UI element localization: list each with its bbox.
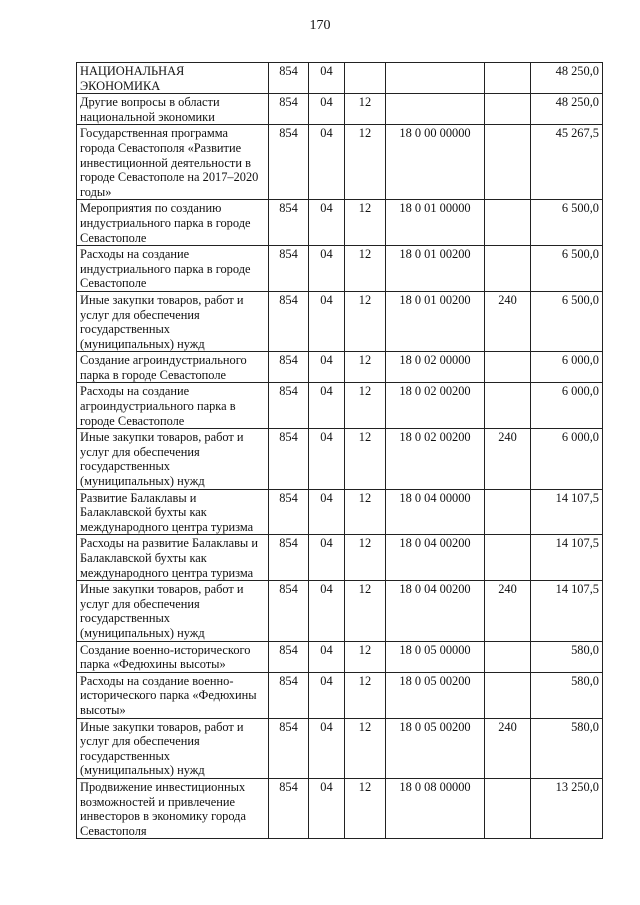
table-row (77, 535, 603, 581)
subsection-code-cell: 12 (345, 581, 386, 641)
expense-type-cell (485, 535, 531, 581)
amount-cell: 48 250,0 (531, 94, 603, 125)
amount-cell: 6 500,0 (531, 200, 603, 246)
amount-cell: 580,0 (531, 718, 603, 778)
target-article-cell: 18 0 05 00200 (386, 718, 485, 778)
amount-cell: 6 000,0 (531, 429, 603, 489)
amount-cell: 13 250,0 (531, 778, 603, 838)
target-article-cell: 18 0 02 00200 (386, 383, 485, 429)
amount-cell: 14 107,5 (531, 489, 603, 535)
expense-type-cell: 240 (485, 581, 531, 641)
expense-type-cell (485, 641, 531, 672)
subsection-code-cell: 12 (345, 352, 386, 383)
expense-type-cell: 240 (485, 291, 531, 351)
section-code-cell: 04 (309, 718, 345, 778)
budget-table (76, 62, 603, 839)
expense-type-cell (485, 200, 531, 246)
section-code-cell: 04 (309, 94, 345, 125)
subsection-code-cell: 12 (345, 672, 386, 718)
budget-table-body (77, 63, 603, 839)
admin-code-cell: 854 (269, 429, 309, 489)
target-article-cell: 18 0 04 00200 (386, 581, 485, 641)
target-article-cell: 18 0 08 00000 (386, 778, 485, 838)
expense-type-cell (485, 383, 531, 429)
subsection-code-cell: 12 (345, 246, 386, 292)
section-code-cell: 04 (309, 641, 345, 672)
table-row (77, 352, 603, 383)
subsection-code-cell: 12 (345, 429, 386, 489)
expense-type-cell (485, 125, 531, 200)
admin-code-cell: 854 (269, 641, 309, 672)
table-row (77, 200, 603, 246)
admin-code-cell: 854 (269, 672, 309, 718)
table-row (77, 291, 603, 351)
amount-cell: 6 500,0 (531, 291, 603, 351)
target-article-cell: 18 0 05 00000 (386, 641, 485, 672)
item-name-cell: Иные закупки товаров, работ и услуг для обеспечения государственных (муниципальных) нужд (77, 291, 269, 351)
admin-code-cell: 854 (269, 63, 309, 94)
expense-type-cell (485, 352, 531, 383)
section-code-cell: 04 (309, 200, 345, 246)
expense-type-cell (485, 94, 531, 125)
amount-cell: 580,0 (531, 641, 603, 672)
section-code-cell: 04 (309, 291, 345, 351)
section-code-cell: 04 (309, 778, 345, 838)
admin-code-cell: 854 (269, 718, 309, 778)
section-code-cell: 04 (309, 125, 345, 200)
table-row (77, 63, 603, 94)
admin-code-cell: 854 (269, 200, 309, 246)
amount-cell: 6 500,0 (531, 246, 603, 292)
target-article-cell: 18 0 02 00200 (386, 429, 485, 489)
subsection-code-cell (345, 63, 386, 94)
amount-cell: 6 000,0 (531, 352, 603, 383)
admin-code-cell: 854 (269, 383, 309, 429)
item-name-cell: Создание военно-исторического парка «Федюхины высоты» (77, 641, 269, 672)
admin-code-cell: 854 (269, 352, 309, 383)
admin-code-cell: 854 (269, 489, 309, 535)
target-article-cell: 18 0 01 00200 (386, 291, 485, 351)
table-row (77, 778, 603, 838)
subsection-code-cell: 12 (345, 125, 386, 200)
subsection-code-cell: 12 (345, 383, 386, 429)
subsection-code-cell: 12 (345, 200, 386, 246)
expense-type-cell (485, 778, 531, 838)
admin-code-cell: 854 (269, 581, 309, 641)
table-row (77, 641, 603, 672)
table-row (77, 489, 603, 535)
item-name-cell: Расходы на создание военно-исторического парка «Федюхины высоты» (77, 672, 269, 718)
table-row (77, 125, 603, 200)
target-article-cell: 18 0 04 00000 (386, 489, 485, 535)
expense-type-cell (485, 672, 531, 718)
expense-type-cell (485, 489, 531, 535)
section-code-cell: 04 (309, 352, 345, 383)
admin-code-cell: 854 (269, 94, 309, 125)
item-name-cell: Расходы на создание индустриального парка в городе Севастополе (77, 246, 269, 292)
section-code-cell: 04 (309, 672, 345, 718)
item-name-cell: Другие вопросы в области национальной экономики (77, 94, 269, 125)
subsection-code-cell: 12 (345, 641, 386, 672)
expense-type-cell (485, 246, 531, 292)
item-name-cell: Расходы на создание агроиндустриального парка в городе Севастополе (77, 383, 269, 429)
admin-code-cell: 854 (269, 246, 309, 292)
page-number: 170 (309, 18, 331, 33)
amount-cell: 45 267,5 (531, 125, 603, 200)
amount-cell: 14 107,5 (531, 535, 603, 581)
admin-code-cell: 854 (269, 778, 309, 838)
table-row (77, 581, 603, 641)
target-article-cell (386, 94, 485, 125)
table-row (77, 718, 603, 778)
target-article-cell: 18 0 02 00000 (386, 352, 485, 383)
section-code-cell: 04 (309, 535, 345, 581)
target-article-cell: 18 0 00 00000 (386, 125, 485, 200)
section-code-cell: 04 (309, 63, 345, 94)
target-article-cell (386, 63, 485, 94)
target-article-cell: 18 0 01 00200 (386, 246, 485, 292)
item-name-cell: НАЦИОНАЛЬНАЯ ЭКОНОМИКА (77, 63, 269, 94)
table-row (77, 246, 603, 292)
amount-cell: 14 107,5 (531, 581, 603, 641)
subsection-code-cell: 12 (345, 291, 386, 351)
subsection-code-cell: 12 (345, 718, 386, 778)
table-row (77, 672, 603, 718)
subsection-code-cell: 12 (345, 778, 386, 838)
amount-cell: 6 000,0 (531, 383, 603, 429)
item-name-cell: Иные закупки товаров, работ и услуг для обеспечения государственных (муниципальных) нужд (77, 429, 269, 489)
expense-type-cell (485, 63, 531, 94)
subsection-code-cell: 12 (345, 489, 386, 535)
item-name-cell: Мероприятия по созданию индустриального парка в городе Севастополе (77, 200, 269, 246)
subsection-code-cell: 12 (345, 94, 386, 125)
item-name-cell: Расходы на развитие Балаклавы и Балаклавской бухты как международного центра туризма (77, 535, 269, 581)
admin-code-cell: 854 (269, 291, 309, 351)
table-row (77, 383, 603, 429)
item-name-cell: Создание агроиндустриального парка в городе Севастополе (77, 352, 269, 383)
section-code-cell: 04 (309, 581, 345, 641)
target-article-cell: 18 0 04 00200 (386, 535, 485, 581)
expense-type-cell: 240 (485, 718, 531, 778)
table-row (77, 429, 603, 489)
section-code-cell: 04 (309, 429, 345, 489)
item-name-cell: Развитие Балаклавы и Балаклавской бухты как международного центра туризма (77, 489, 269, 535)
item-name-cell: Иные закупки товаров, работ и услуг для обеспечения государственных (муниципальных) нужд (77, 718, 269, 778)
subsection-code-cell: 12 (345, 535, 386, 581)
target-article-cell: 18 0 01 00000 (386, 200, 485, 246)
table-row (77, 94, 603, 125)
amount-cell: 580,0 (531, 672, 603, 718)
amount-cell: 48 250,0 (531, 63, 603, 94)
section-code-cell: 04 (309, 246, 345, 292)
item-name-cell: Иные закупки товаров, работ и услуг для обеспечения государственных (муниципальных) нужд (77, 581, 269, 641)
expense-type-cell: 240 (485, 429, 531, 489)
item-name-cell: Государственная программа города Севастополя «Развитие инвестиционной деятельности в городе Севастополе на 2017–2020 годы» (77, 125, 269, 200)
item-name-cell: Продвижение инвестиционных возможностей и привлечение инвесторов в экономику города Севастополя (77, 778, 269, 838)
admin-code-cell: 854 (269, 535, 309, 581)
admin-code-cell: 854 (269, 125, 309, 200)
section-code-cell: 04 (309, 383, 345, 429)
target-article-cell: 18 0 05 00200 (386, 672, 485, 718)
section-code-cell: 04 (309, 489, 345, 535)
